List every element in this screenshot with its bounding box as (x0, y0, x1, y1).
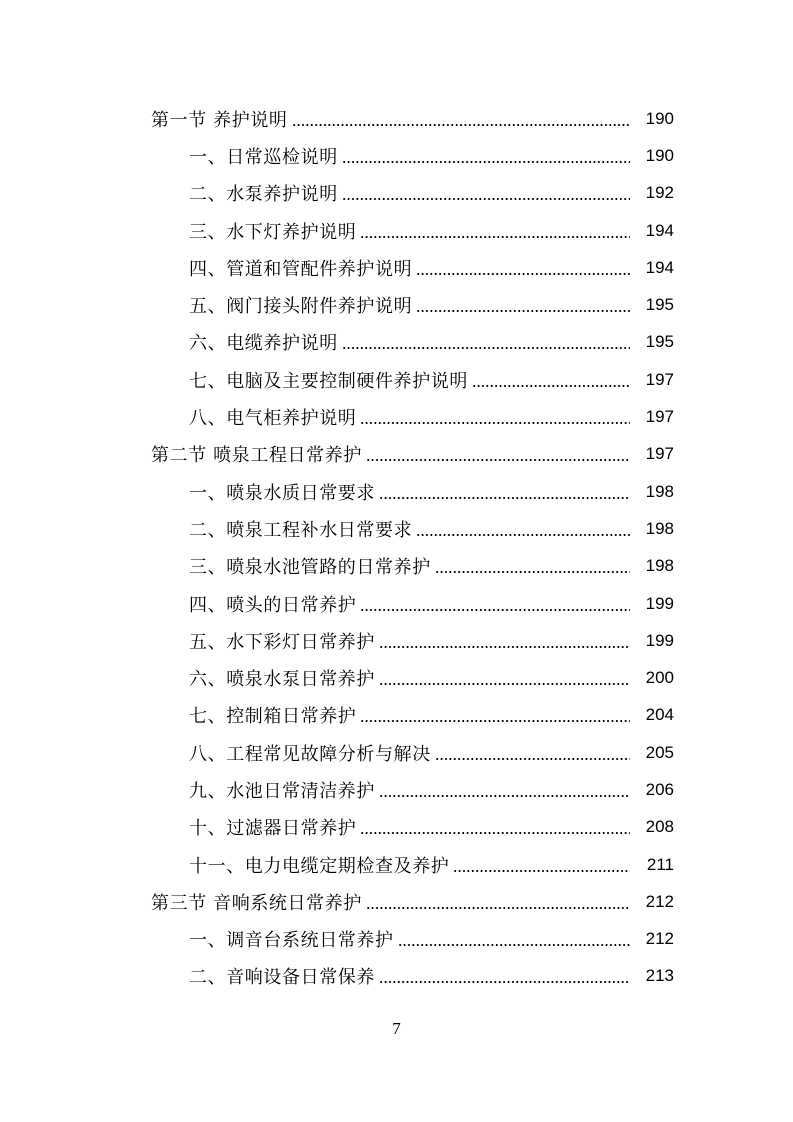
toc-entry-title: 四、喷头的日常养护 (189, 591, 360, 617)
dot-leader (416, 520, 630, 538)
toc-subsection-entry[interactable] (0, 921, 793, 958)
toc-entry-title: 十一、电力电缆定期检查及养护 (189, 852, 453, 878)
toc-entry-title: 一、喷泉水质日常要求 (189, 479, 379, 505)
toc-entry-title: 五、阀门接头附件养护说明 (189, 292, 416, 318)
table-of-contents (0, 100, 793, 995)
toc-entry-page: 205 (645, 742, 674, 762)
toc-entry-title: 八、电气柜养护说明 (189, 404, 360, 430)
toc-entry-page: 199 (645, 593, 674, 613)
toc-entry-page: 213 (645, 966, 674, 986)
toc-entry-page: 200 (645, 668, 674, 688)
page-number: 7 (392, 1019, 401, 1038)
dot-leader (435, 744, 630, 762)
toc-entry-page: 194 (645, 257, 674, 277)
toc-entry-page: 197 (645, 369, 674, 389)
toc-entry-title: 八、工程常见故障分析与解决 (189, 740, 435, 766)
toc-entry-page: 212 (645, 929, 674, 949)
dot-leader (360, 222, 630, 240)
dot-leader (366, 445, 630, 463)
toc-entry-title: 七、控制箱日常养护 (189, 702, 360, 728)
dot-leader (360, 818, 630, 836)
toc-entry-page: 211 (646, 854, 674, 874)
toc-entry-title: 一、日常巡检说明 (189, 143, 342, 169)
toc-subsection-entry[interactable] (0, 771, 793, 808)
toc-entry-title: 六、喷泉水泵日常养护 (189, 665, 379, 691)
toc-entry-title: 三、喷泉水池管路的日常养护 (189, 553, 435, 579)
toc-subsection-entry[interactable] (0, 286, 793, 323)
toc-entry-page: 198 (645, 481, 674, 501)
toc-subsection-entry[interactable] (0, 398, 793, 435)
toc-entry-title: 第一节 养护说明 (151, 106, 292, 132)
toc-entry-page: 197 (645, 444, 674, 464)
toc-entry-page: 194 (645, 220, 674, 240)
dot-leader (379, 781, 630, 799)
dot-leader (416, 259, 630, 277)
dot-leader (453, 856, 630, 874)
dot-leader (342, 147, 630, 165)
toc-subsection-entry[interactable] (0, 473, 793, 510)
toc-entry-title: 三、水下灯养护说明 (189, 218, 360, 244)
toc-subsection-entry[interactable] (0, 249, 793, 286)
dot-leader (379, 967, 630, 985)
toc-entry-title: 二、水泵养护说明 (189, 180, 342, 206)
dot-leader (342, 333, 630, 351)
toc-subsection-entry[interactable] (0, 622, 793, 659)
toc-subsection-entry[interactable] (0, 510, 793, 547)
dot-leader (342, 184, 630, 202)
toc-subsection-entry[interactable] (0, 846, 793, 883)
dot-leader (379, 632, 630, 650)
toc-subsection-entry[interactable] (0, 137, 793, 174)
toc-entry-title: 第二节 喷泉工程日常养护 (151, 441, 366, 467)
toc-entry-page: 204 (645, 705, 674, 725)
toc-subsection-entry[interactable] (0, 175, 793, 212)
toc-subsection-entry[interactable] (0, 809, 793, 846)
toc-entry-title: 一、调音台系统日常养护 (189, 926, 398, 952)
toc-entry-title: 十、过滤器日常养护 (189, 814, 360, 840)
toc-subsection-entry[interactable] (0, 548, 793, 585)
toc-entry-title: 七、电脑及主要控制硬件养护说明 (189, 367, 472, 393)
dot-leader (292, 110, 630, 128)
toc-entry-page: 197 (645, 407, 674, 427)
toc-subsection-entry[interactable] (0, 585, 793, 622)
toc-subsection-entry[interactable] (0, 361, 793, 398)
toc-entry-page: 190 (645, 108, 674, 128)
toc-subsection-entry[interactable] (0, 734, 793, 771)
dot-leader (398, 930, 630, 948)
toc-entry-page: 208 (645, 817, 674, 837)
toc-section-entry[interactable] (0, 883, 793, 920)
toc-section-entry[interactable] (0, 100, 793, 137)
toc-entry-page: 198 (645, 518, 674, 538)
dot-leader (416, 296, 630, 314)
toc-subsection-entry[interactable] (0, 324, 793, 361)
toc-subsection-entry[interactable] (0, 659, 793, 696)
dot-leader (472, 371, 630, 389)
dot-leader (360, 595, 630, 613)
toc-entry-title: 六、电缆养护说明 (189, 329, 342, 355)
dot-leader (366, 893, 630, 911)
toc-entry-page: 195 (645, 332, 674, 352)
dot-leader (379, 669, 630, 687)
toc-entry-page: 212 (645, 891, 674, 911)
toc-entry-page: 195 (645, 295, 674, 315)
toc-subsection-entry[interactable] (0, 212, 793, 249)
toc-entry-page: 192 (645, 183, 674, 203)
toc-entry-title: 四、管道和管配件养护说明 (189, 255, 416, 281)
toc-entry-title: 九、水池日常清洁养护 (189, 777, 379, 803)
toc-entry-title: 二、喷泉工程补水日常要求 (189, 516, 416, 542)
dot-leader (360, 706, 630, 724)
toc-entry-page: 198 (645, 556, 674, 576)
toc-entry-title: 二、音响设备日常保养 (189, 963, 379, 989)
toc-entry-title: 第三节 音响系统日常养护 (151, 889, 366, 915)
toc-entry-page: 206 (645, 779, 674, 799)
toc-subsection-entry[interactable] (0, 697, 793, 734)
toc-entry-title: 五、水下彩灯日常养护 (189, 628, 379, 654)
toc-entry-page: 199 (645, 630, 674, 650)
dot-leader (360, 408, 630, 426)
toc-subsection-entry[interactable] (0, 958, 793, 995)
dot-leader (435, 557, 630, 575)
toc-entry-page: 190 (645, 145, 674, 165)
toc-section-entry[interactable] (0, 436, 793, 473)
dot-leader (379, 483, 630, 501)
